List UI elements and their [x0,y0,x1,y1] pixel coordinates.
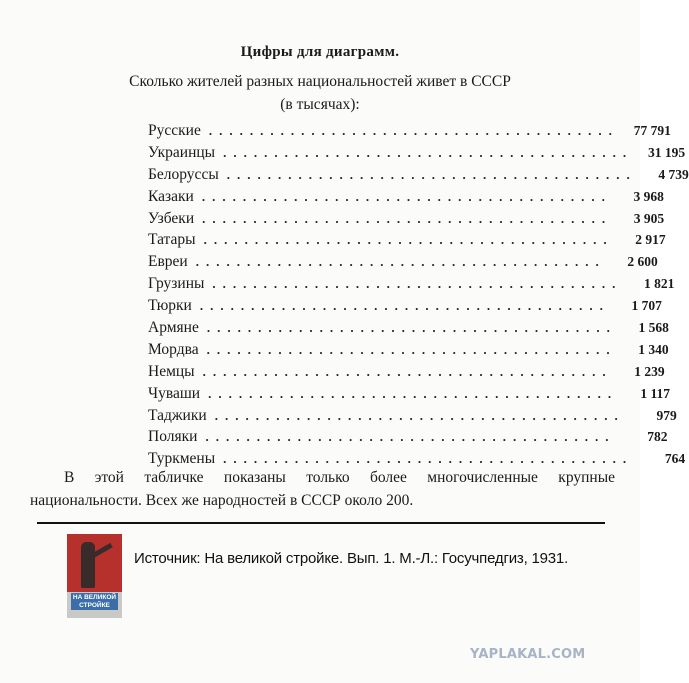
source-citation: Источник: На великой стройке. Вып. 1. М.-Л.: Госучпедгиз, 1931. [134,550,569,567]
book-cover-figure [81,542,95,588]
population-value: 782 [647,429,668,445]
book-cover-thumbnail [67,534,122,618]
nationality-name: Евреи [148,253,188,271]
dot-leader: ........................................ [201,188,612,204]
table-row [148,251,658,273]
population-value: 1 239 [634,363,665,379]
nationality-name: Таджики [148,406,207,424]
table-row [148,426,668,448]
dot-leader: ........................................ [199,298,610,314]
table-caption-line-2: (в тысячах): [280,96,360,113]
population-value: 2 917 [635,232,666,248]
dot-leader: ........................................ [223,451,634,467]
table-row [148,120,671,142]
population-value: 3 968 [633,188,664,204]
dot-leader: ........................................ [226,166,637,182]
dot-leader: ........................................ [208,123,619,138]
population-value: 3 905 [633,210,665,226]
table-row [148,317,669,339]
nationality-name: Казаки [148,187,194,205]
dot-leader: ........................................ [202,210,613,226]
nationality-name: Узбеки [148,209,195,227]
dot-leader: ........................................ [205,429,616,445]
table-row [148,295,662,317]
nationality-name: Белоруссы [148,165,219,183]
dot-leader: ........................................ [214,407,625,423]
nationality-name: Украинцы [148,143,216,161]
nationality-name: Армяне [148,319,199,337]
page-heading: Цифры для диаграмм. [240,44,400,60]
table-caption-line-1: Сколько жителей разных национальностей живет в СССР [129,73,511,90]
population-value: 764 [664,451,686,467]
nationality-name: Немцы [148,362,195,380]
dot-leader: ........................................ [203,232,614,248]
dot-leader: ........................................ [223,144,634,160]
dot-leader: ........................................ [208,385,619,401]
nationality-name: Чуваши [148,384,201,402]
table-row [148,208,665,230]
table-row [148,142,686,164]
nationality-name: Татары [148,231,196,249]
population-value: 979 [656,407,677,423]
nationality-name: Мордва [148,340,199,358]
nationality-name: Поляки [148,428,198,446]
table-row [148,186,664,208]
nationality-name: Тюрки [148,297,192,315]
population-value: 77 791 [633,123,671,138]
nationality-name: Русские [148,122,201,139]
table-row [148,339,669,361]
population-value: 1 707 [631,298,662,314]
table-row [148,383,671,405]
watermark: YAPLAKAL.COM [470,647,586,662]
dot-leader: ........................................ [206,320,617,336]
population-value: 2 600 [627,254,658,270]
population-value: 1 821 [644,276,675,292]
nationality-name: Грузины [148,275,205,293]
dot-leader: ........................................ [212,276,623,292]
table-row [148,405,677,427]
population-value: 1 117 [640,385,671,401]
table-row [148,361,665,383]
dot-leader: ........................................ [206,341,617,357]
table-row [148,273,675,295]
dot-leader: ........................................ [202,363,613,379]
divider-line [37,522,605,524]
dot-leader: ........................................ [195,254,606,270]
footnote-paragraph: В этой табличке показаны только более многочисленные крупные национальности. Всех же народностей в СССР около 200. [30,469,615,509]
population-value: 1 340 [638,341,669,357]
population-value: 4 739 [658,166,689,182]
population-value: 1 568 [638,320,669,336]
nationalities-table [148,120,689,470]
table-row [148,164,689,186]
table-row [148,229,666,251]
book-cover-title: НА ВЕЛИКОЙ СТРОЙКЕ [72,594,117,609]
population-value: 31 195 [647,144,686,160]
nationality-name: Туркмены [148,450,216,468]
